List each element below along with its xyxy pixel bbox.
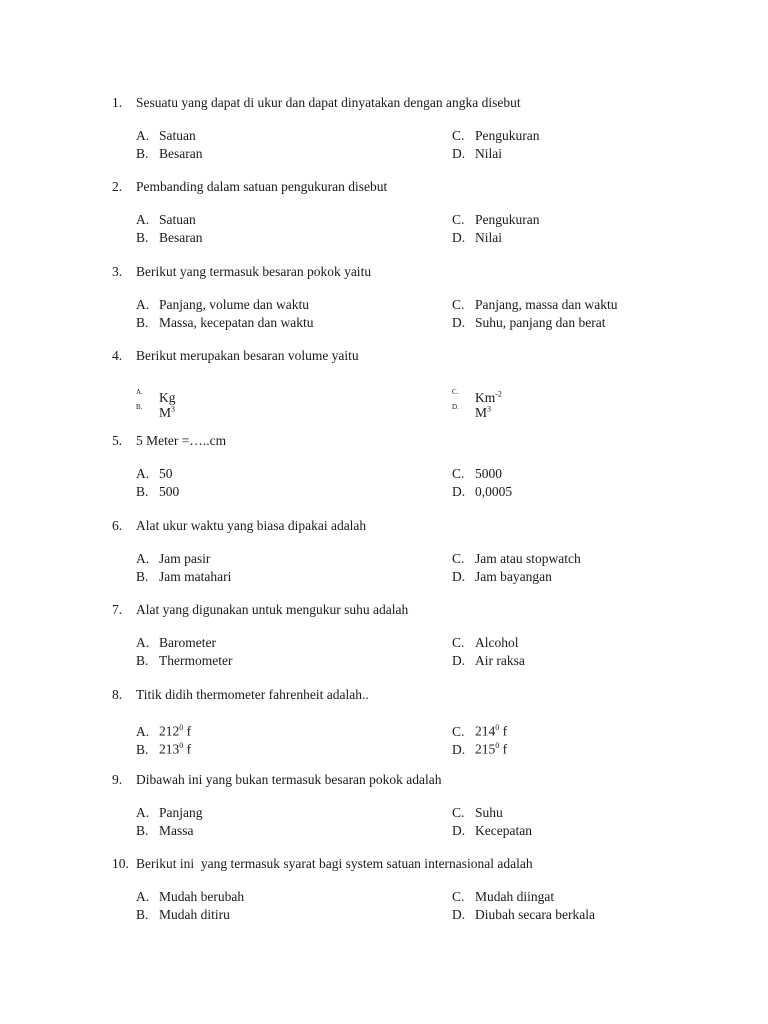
question-text [112, 772, 442, 788]
option-unit: f [183, 741, 192, 757]
option-text: Mudah diingat [475, 889, 555, 904]
option-text: Panjang [159, 805, 203, 820]
option-letter: A. [136, 466, 150, 481]
option-a [136, 551, 210, 567]
question-number: 5. [112, 433, 123, 448]
option-text: Alcohol [475, 635, 519, 650]
option-text: 212 [159, 723, 180, 739]
option-b [136, 484, 179, 500]
option-d [452, 315, 605, 331]
option-text: Suhu [475, 805, 503, 820]
option-letter: A. [136, 297, 150, 312]
option-a [136, 466, 173, 482]
option-d [452, 907, 595, 923]
option-letter: D. [452, 484, 466, 499]
option-letter: B. [136, 823, 149, 838]
option-letter: A. [136, 635, 150, 650]
option-b [136, 653, 232, 669]
question-number: 4. [112, 348, 123, 363]
option-unit: f [183, 723, 192, 739]
option-text: 214 [475, 723, 496, 739]
option-text: Barometer [159, 635, 216, 650]
option-text: Mudah ditiru [159, 907, 230, 922]
option-text: Massa [159, 823, 194, 838]
option-text: Nilai [475, 146, 502, 161]
option-text: Kg [159, 390, 176, 405]
option-text: Km [475, 390, 496, 405]
option-text: 215 [475, 741, 496, 757]
option-d [452, 653, 525, 669]
question-prompt: Alat ukur waktu yang biasa dipakai adalah [136, 518, 367, 533]
question-prompt: Berikut merupakan besaran volume yaitu [136, 348, 359, 363]
option-letter: D. [452, 569, 466, 584]
option-c [452, 720, 507, 740]
question-prompt: 5 Meter =…..cm [136, 433, 227, 448]
option-text: 213 [159, 741, 180, 757]
option-text: Besaran [159, 146, 203, 161]
question-prompt: Titik didih thermometer fahrenheit adalah.. [136, 687, 369, 702]
option-c [452, 128, 540, 144]
option-letter: A. [136, 388, 143, 396]
question-number: 8. [112, 687, 123, 702]
question-number: 10. [112, 856, 129, 871]
option-letter: D. [452, 315, 466, 330]
option-letter: C. [452, 212, 465, 227]
option-superscript: 3 [171, 404, 176, 414]
question-prompt: Sesuatu yang dapat di ukur dan dapat dinyatakan dengan angka disebut [136, 95, 521, 110]
option-letter: B. [136, 230, 149, 245]
question-prompt: Dibawah ini yang bukan termasuk besaran pokok adalah [136, 772, 442, 787]
option-a [136, 212, 196, 228]
option-a [136, 635, 216, 651]
option-b [136, 146, 202, 162]
option-letter: B. [136, 653, 149, 668]
option-letter: A. [136, 212, 150, 227]
option-letter: C. [452, 388, 459, 396]
question-number: 9. [112, 772, 123, 787]
option-letter: C. [452, 889, 465, 904]
option-a [136, 297, 309, 313]
option-letter: D. [452, 741, 466, 757]
option-unit: f [499, 723, 508, 739]
option-text: Satuan [159, 212, 196, 227]
question-text [112, 433, 226, 449]
question-prompt: Pembanding dalam satuan pengukuran disebut [136, 179, 388, 194]
option-c [452, 635, 519, 651]
option-letter: C. [452, 551, 465, 566]
option-text: M [475, 405, 488, 420]
option-superscript: 0 [179, 723, 184, 732]
question-number: 7. [112, 602, 123, 617]
option-text: Satuan [159, 128, 196, 143]
question-number: 3. [112, 264, 123, 279]
option-text: Pengukuran [475, 128, 540, 143]
question-text [112, 179, 387, 195]
option-a [136, 805, 203, 821]
question-number: 1. [112, 95, 123, 110]
option-text: Kecepatan [475, 823, 532, 838]
option-letter: A. [136, 889, 150, 904]
option-c [452, 551, 581, 567]
option-letter: C. [452, 466, 465, 481]
option-c [452, 212, 540, 228]
option-letter: D. [452, 403, 459, 411]
option-letter: B. [136, 403, 143, 411]
option-b [136, 315, 313, 331]
option-text: 0,0005 [475, 484, 513, 499]
option-text: Jam matahari [159, 569, 232, 584]
option-b [136, 823, 194, 839]
option-superscript: -2 [495, 389, 502, 399]
option-c [452, 297, 617, 313]
question-prompt: Berikut yang termasuk besaran pokok yaitu [136, 264, 372, 279]
option-superscript: 3 [487, 404, 492, 414]
option-b [136, 738, 191, 758]
question-prompt: Berikut ini yang termasuk syarat bagi system satuan internasional adalah [136, 856, 533, 871]
option-letter: B. [136, 146, 149, 161]
option-letter: B. [136, 484, 149, 499]
option-superscript: 0 [495, 723, 500, 732]
question-text [112, 264, 371, 280]
option-text: M [159, 405, 172, 420]
option-text: Nilai [475, 230, 502, 245]
option-text: Jam bayangan [475, 569, 552, 584]
option-letter: D. [452, 823, 466, 838]
option-letter: B. [136, 741, 149, 757]
option-text: Diubah secara berkala [475, 907, 595, 922]
option-text: Mudah berubah [159, 889, 245, 904]
option-letter: A. [136, 551, 150, 566]
option-text: Pengukuran [475, 212, 540, 227]
option-b [136, 569, 231, 585]
option-text: Besaran [159, 230, 203, 245]
question-text [112, 518, 366, 534]
option-letter: B. [136, 907, 149, 922]
option-superscript: 0 [179, 741, 184, 750]
option-d [452, 738, 507, 758]
option-d [452, 569, 552, 585]
option-superscript: 0 [495, 741, 500, 750]
option-text: 500 [159, 484, 180, 499]
option-d [452, 484, 512, 500]
option-a [136, 889, 244, 905]
question-prompt: Alat yang digunakan untuk mengukur suhu adalah [136, 602, 409, 617]
option-letter: D. [452, 146, 466, 161]
option-letter: C. [452, 723, 465, 739]
option-letter: D. [452, 653, 466, 668]
option-text: Massa, kecepatan dan waktu [159, 315, 314, 330]
question-number: 2. [112, 179, 123, 194]
option-c [452, 889, 554, 905]
option-c [452, 805, 503, 821]
option-d [452, 399, 491, 421]
option-letter: D. [452, 907, 466, 922]
option-text: Thermometer [159, 653, 233, 668]
option-letter: A. [136, 128, 150, 143]
option-text: 5000 [475, 466, 502, 481]
option-c [452, 466, 502, 482]
option-text: Jam pasir [159, 551, 211, 566]
option-letter: A. [136, 723, 150, 739]
option-d [452, 230, 502, 246]
option-letter: C. [452, 805, 465, 820]
question-text [112, 856, 533, 872]
option-letter: C. [452, 128, 465, 143]
option-text: Panjang, volume dan waktu [159, 297, 309, 312]
option-text: Suhu, panjang dan berat [475, 315, 606, 330]
question-text [112, 95, 521, 111]
question-number: 6. [112, 518, 123, 533]
option-a [136, 720, 191, 740]
option-letter: B. [136, 315, 149, 330]
option-letter: A. [136, 805, 150, 820]
option-b [136, 230, 202, 246]
option-b [136, 399, 175, 421]
option-b [136, 907, 230, 923]
option-a [136, 128, 196, 144]
question-text [112, 687, 369, 703]
option-letter: C. [452, 297, 465, 312]
question-text [112, 602, 408, 618]
option-letter: D. [452, 230, 466, 245]
option-text: Air raksa [475, 653, 525, 668]
option-unit: f [499, 741, 508, 757]
question-text [112, 348, 359, 364]
option-letter: C. [452, 635, 465, 650]
option-text: Panjang, massa dan waktu [475, 297, 618, 312]
option-letter: B. [136, 569, 149, 584]
option-d [452, 823, 532, 839]
option-text: Jam atau stopwatch [475, 551, 581, 566]
option-d [452, 146, 502, 162]
option-text: 50 [159, 466, 173, 481]
